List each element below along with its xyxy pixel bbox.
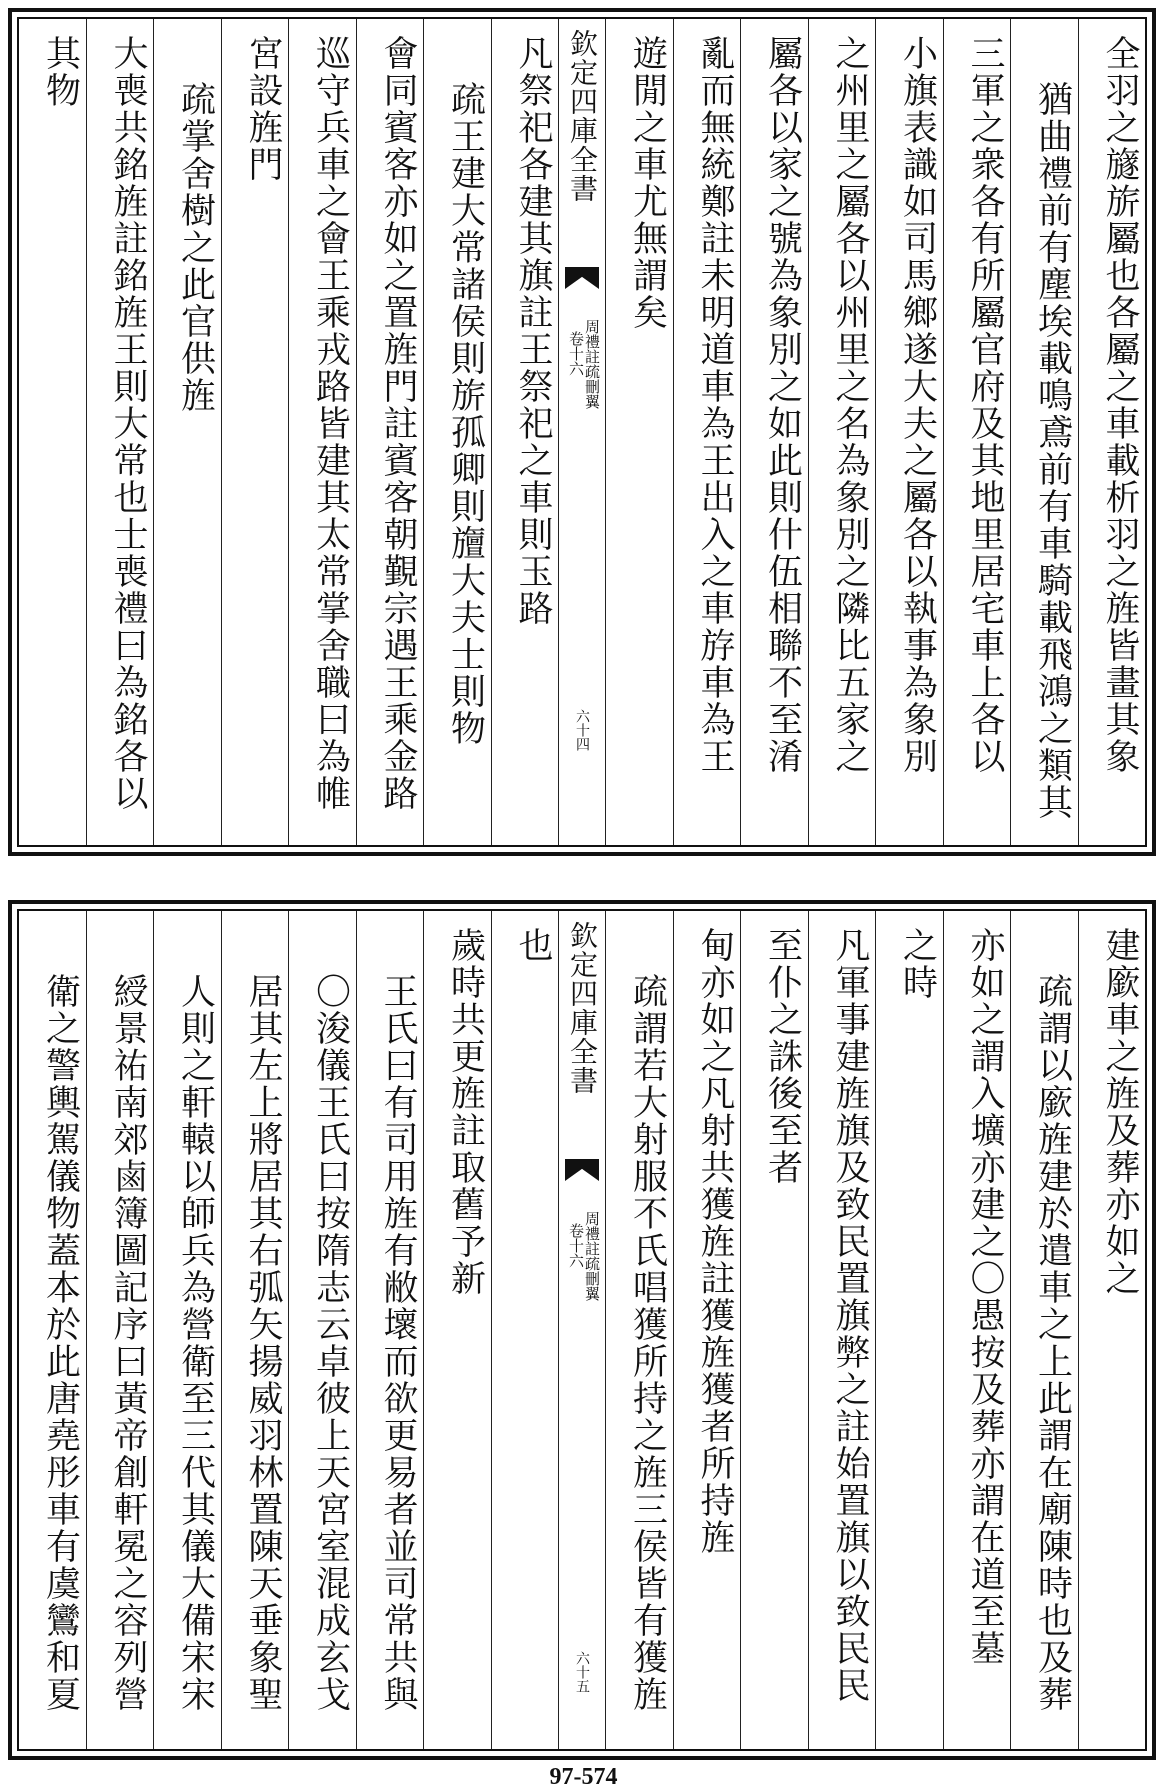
column-text: 〇浚儀王氏曰按隋志云卓彼上天宮室混成玄戈 [310, 973, 351, 1713]
text-column [943, 911, 1011, 1749]
text-column [605, 19, 673, 845]
chapter-label: 卷十六 [567, 331, 585, 376]
fish-tail-mark-icon [565, 267, 599, 289]
column-text: 宮設旌門 [243, 35, 283, 183]
text-column [86, 911, 154, 1749]
text-column [491, 911, 559, 1749]
column-text: 之時 [897, 927, 938, 1001]
text-column [875, 19, 943, 845]
top-page-columns [19, 19, 1145, 845]
column-text: 至仆之誅後至者 [762, 927, 803, 1186]
column-text: 其物 [40, 35, 81, 109]
column-text: 亦如之謂入壙亦建之〇愚按及葬亦謂在道至墓 [965, 927, 1005, 1667]
text-column [288, 911, 356, 1749]
leaf-number: 六十四 [574, 709, 590, 751]
text-column [153, 19, 221, 845]
column-text: 也 [513, 927, 553, 964]
book-title: 欽定四庫全書 [566, 29, 599, 203]
text-column [740, 911, 808, 1749]
text-column [423, 911, 491, 1749]
chapter-label: 卷十六 [567, 1223, 585, 1268]
text-column [491, 19, 559, 845]
text-column [605, 911, 673, 1749]
text-column [19, 19, 86, 845]
column-text: 三軍之衆各有所屬官府及其地里居宅車上各以 [965, 35, 1005, 775]
column-text: 甸亦如之凡射共獲旌註獲旌獲者所持旌 [695, 927, 735, 1556]
column-text: 猶曲禮前有塵埃載鳴鳶前有車騎載飛鴻之類其 [1032, 81, 1073, 821]
column-text: 疏謂以廞旌建於遣車之上此謂在廟陳時也及葬 [1032, 973, 1073, 1713]
text-column [1010, 19, 1078, 845]
column-text: 人則之軒轅以師兵為營衛至三代其儀大備宋宋 [175, 973, 216, 1713]
column-text: 綬景祐南郊鹵簿圖記序曰黃帝創軒冕之容列營 [108, 973, 148, 1713]
column-text: 小旗表識如司馬鄉遂大夫之屬各以執事為象別 [897, 35, 938, 775]
column-text: 疏王建大常諸侯則旂孤卿則旜大夫士則物 [445, 81, 486, 747]
column-text: 屬各以家之號為象別之如此則什伍相聯不至淆 [762, 35, 803, 775]
text-column [740, 19, 808, 845]
page-number: 97-574 [549, 1764, 618, 1790]
column-text: 居其左上將居其右弧矢揚威羽林置陳天垂象聖 [243, 973, 283, 1713]
text-column [1078, 19, 1146, 845]
column-text: 之州里之屬各以州里之名為象別之隣比五家之 [830, 35, 870, 775]
text-column [221, 911, 289, 1749]
center-fold [558, 911, 605, 1749]
column-text: 凡祭祀各建其旗註王祭祀之車則玉路 [513, 35, 553, 627]
column-text: 王氏曰有司用旌有敝壞而欲更易者並司常共與 [378, 973, 418, 1713]
column-text: 全羽之旞旂屬也各屬之車載析羽之旌皆畫其象 [1100, 35, 1140, 775]
column-text: 遊閒之車尤無謂矣 [627, 35, 668, 331]
column-text: 疏掌舍樹之此官供旌 [175, 81, 216, 414]
fish-tail-mark-icon [565, 1159, 599, 1181]
text-column [288, 19, 356, 845]
text-column [1010, 911, 1078, 1749]
column-text: 會同賓客亦如之置旌門註賓客朝覲宗遇王乘金路 [378, 35, 418, 812]
leaf-number: 六十五 [574, 1651, 590, 1693]
bottom-page-inner-frame [17, 909, 1147, 1751]
text-column [19, 911, 86, 1749]
text-column [221, 19, 289, 845]
volume-title: 周禮註疏刪翼 [583, 319, 601, 409]
text-column [86, 19, 154, 845]
text-column [356, 19, 424, 845]
text-column [356, 911, 424, 1749]
text-column [943, 19, 1011, 845]
text-column [153, 911, 221, 1749]
text-column [673, 911, 741, 1749]
text-column [1078, 911, 1146, 1749]
text-column [875, 911, 943, 1749]
column-text: 凡軍事建旌旗及致民置旗弊之註始置旗以致民民 [830, 927, 870, 1704]
column-text: 疏謂若大射服不氏唱獲所持之旌三侯皆有獲旌 [627, 973, 668, 1713]
bottom-page-columns [19, 911, 1145, 1749]
volume-title: 周禮註疏刪翼 [583, 1211, 601, 1301]
column-text: 大喪共銘旌註銘旌王則大常也士喪禮曰為銘各以 [108, 35, 148, 812]
top-page [8, 8, 1156, 856]
bottom-page [8, 900, 1156, 1760]
book-title: 欽定四庫全書 [566, 921, 599, 1095]
text-column [808, 19, 876, 845]
column-text: 亂而無統鄭註未明道車為王出入之車斿車為王 [695, 35, 735, 775]
top-page-inner-frame [17, 17, 1147, 847]
text-column [673, 19, 741, 845]
column-text: 歲時共更旌註取舊予新 [445, 927, 486, 1297]
column-text: 衛之警輿駕儀物蓋本於此唐堯彤車有虞鸞和夏 [40, 973, 81, 1713]
column-text: 建廞車之旌及葬亦如之 [1100, 927, 1140, 1297]
column-text: 巡守兵車之會王乘戎路皆建其太常掌舍職曰為帷 [310, 35, 351, 812]
text-column [423, 19, 491, 845]
text-column [808, 911, 876, 1749]
center-fold [558, 19, 605, 845]
